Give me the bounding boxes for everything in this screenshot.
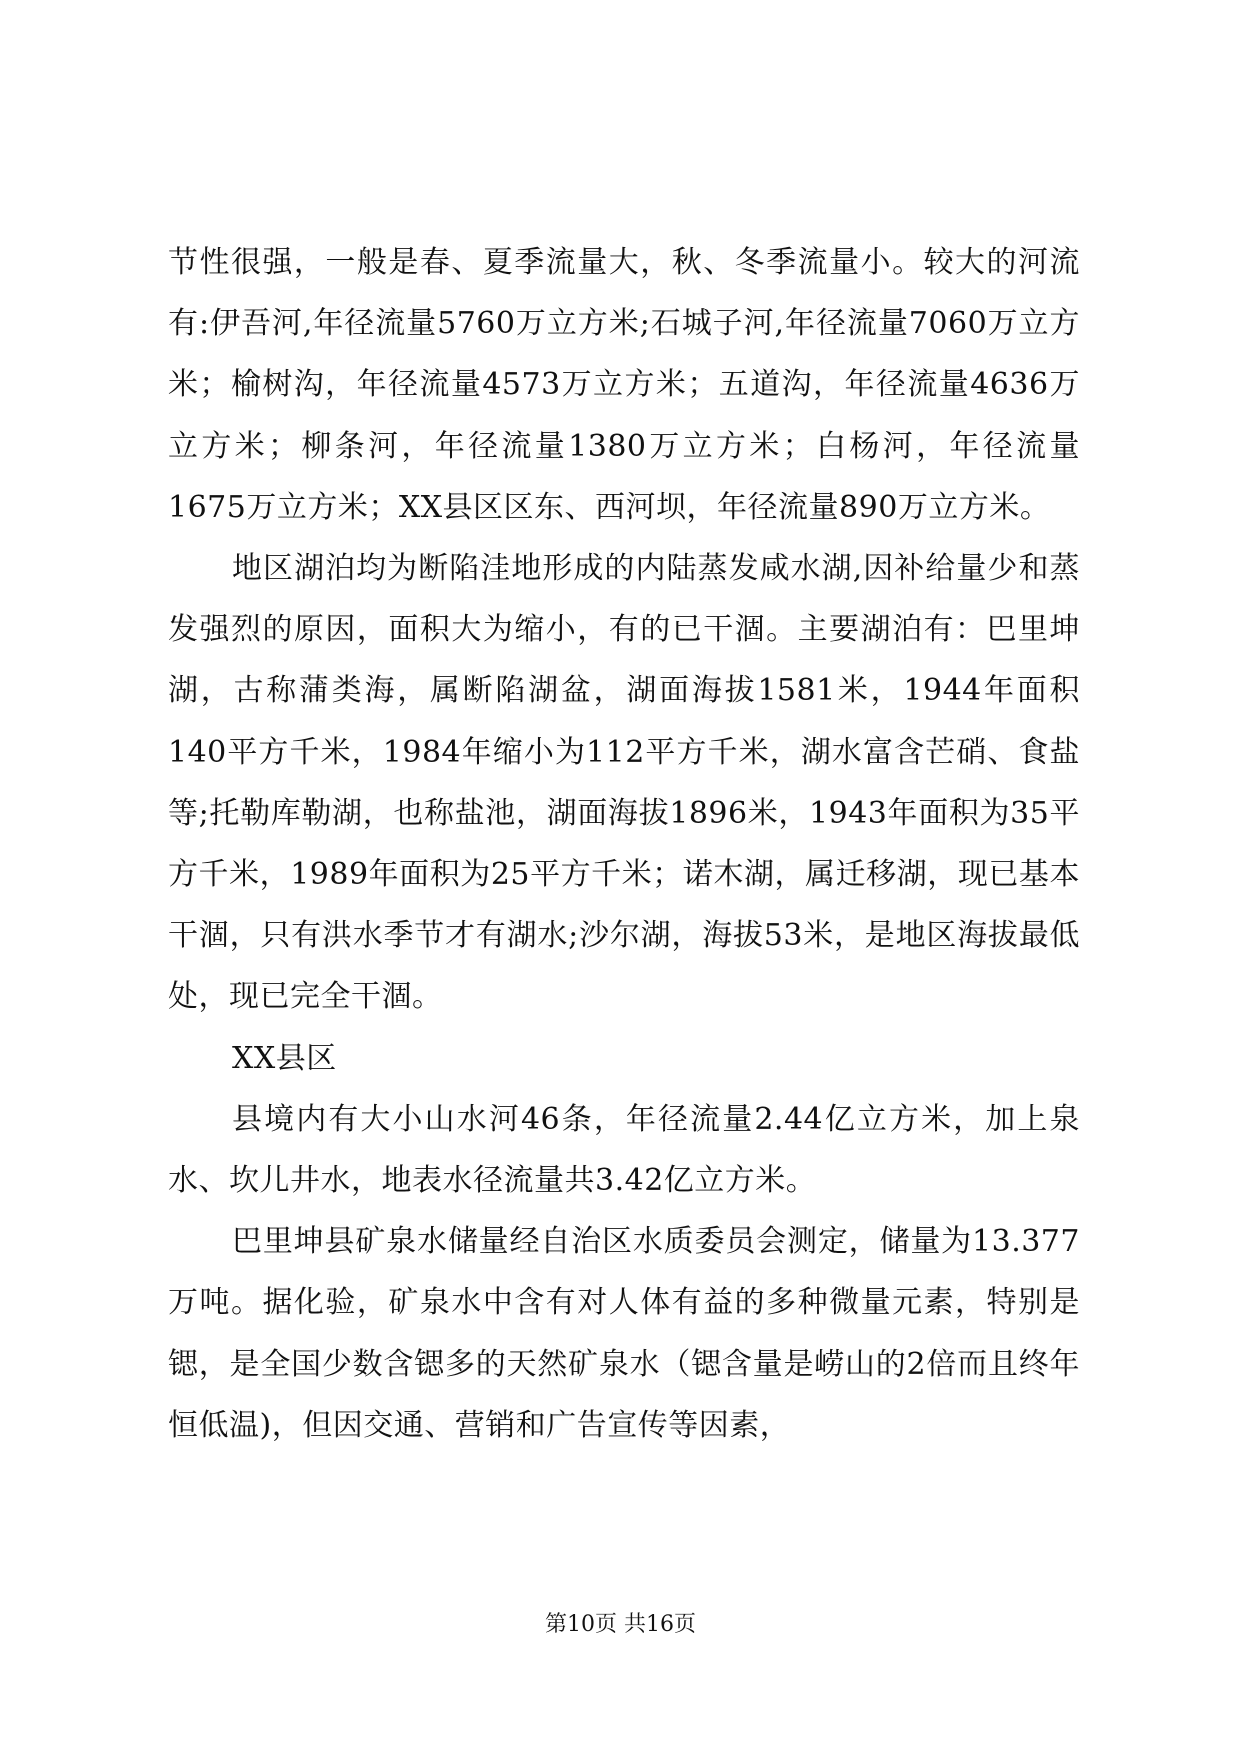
paragraph-county-rivers: 县境内有大小山水河46条，年径流量2.44亿立方米，加上泉水、坎儿井水，地表水径流量共3.42亿立方米。: [168, 1101, 1080, 1199]
paragraph-lakes: 地区湖泊均为断陷洼地形成的内陆蒸发咸水湖,因补给量少和蒸发强烈的原因，面积大为缩小，有的已干涸。主要湖泊有：巴里坤湖，古称蒲类海，属断陷湖盆，湖面海拔1581米，1944年面积140平方千米，1984年缩小为112平方千米，湖水富含芒硝、食盐等;托勒库勒湖，也称盐池，湖面海拔1896米，1943年面积为35平方千米，1989年面积为25平方千米；诺木湖，属迁移湖，现已基本干涸，只有洪水季节才有湖水;沙尔湖，海拔53米，是地区海拔最低处，现已完全干涸。: [168, 551, 1080, 1015]
page-footer: [0, 1610, 1241, 1640]
section-heading: XX县区: [232, 1040, 337, 1076]
paragraph-mineral-water: 巴里坤县矿泉水储量经自治区水质委员会测定，储量为13.377万吨。据化验，矿泉水中含有对人体有益的多种微量元素，特别是锶，是全国少数含锶多的天然矿泉水（锶含量是崂山的2倍而且终年恒低温)，但因交通、营销和广告宣传等因素，: [168, 1224, 1080, 1443]
body-text: [168, 232, 1080, 1456]
paragraph-rivers: 节性很强，一般是春、夏季流量大，秋、冬季流量小。较大的河流有:伊吾河,年径流量5760万立方米;石城子河,年径流量7060万立方米；榆树沟，年径流量4573万立方米；五道沟，年径流量4636万立方米；柳条河，年径流量1380万立方米；白杨河，年径流量1675万立方米；XX县区区东、西河坝，年径流量890万立方米。: [168, 245, 1080, 525]
page-number: 第10页 共16页: [545, 1612, 696, 1637]
